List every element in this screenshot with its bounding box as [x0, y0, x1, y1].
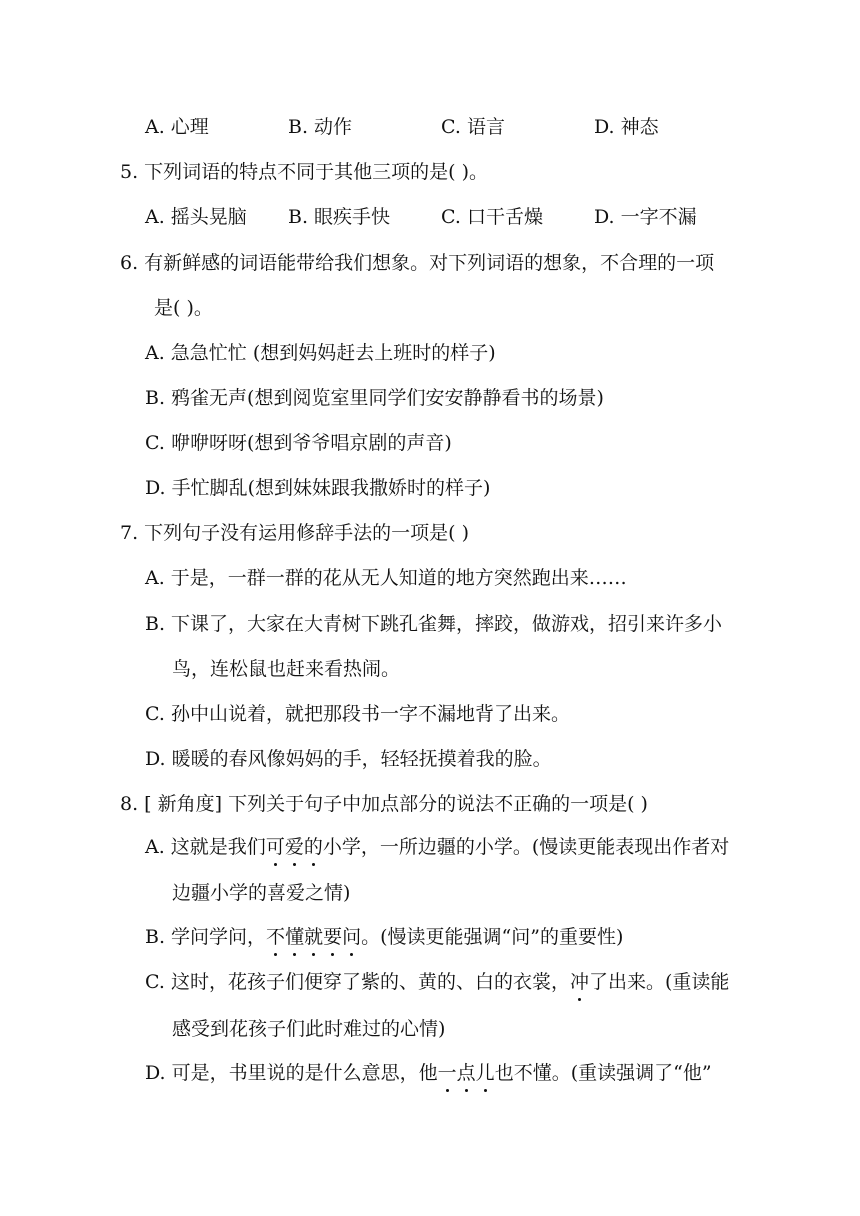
q5-option-d: D. 一字不漏	[594, 206, 697, 228]
q8-option-c-post: 了出来。(重读能	[588, 971, 730, 993]
q8-option-c-line2: 感受到花孩子们此时难过的心情)	[172, 1018, 446, 1040]
q8-option-a-post: 小学，一所边疆的小学。(慢读更能表现出作者对	[322, 836, 730, 858]
q7-stem: 7. 下列句子没有运用修辞手法的一项是( )	[120, 522, 470, 544]
q5-option-c: C. 口干舌燥	[441, 206, 543, 228]
q5-option-b: B. 眼疾手快	[288, 206, 391, 228]
q8-option-a-dotted	[266, 836, 323, 858]
q8-option-d-dotted	[438, 1062, 495, 1084]
q8-option-b-post: 。(慢读更能强调“问”的重要性)	[361, 926, 624, 948]
q8-option-d-pre: D. 可是，书里说的是什么意思，他	[145, 1062, 438, 1084]
q4-option-b: B. 动作	[288, 116, 353, 138]
emphasis-dot-char: 问	[342, 926, 362, 948]
q8-option-b-pre: B. 学问学问，	[145, 926, 267, 948]
q8-option-b	[145, 925, 623, 949]
q8-option-d-post: 也不懂。(重读强调了“他”	[494, 1062, 712, 1084]
q8-stem: 8. [ 新角度] 下列关于句子中加点部分的说法不正确的一项是( )	[120, 793, 648, 815]
q4-option-d: D. 神态	[594, 116, 659, 138]
emphasis-dot-char: 要	[323, 926, 343, 948]
q8-option-c-pre: C. 这时，花孩子们便穿了紫的、黄的、白的衣裳，	[145, 971, 570, 993]
emphasis-dot-char: 可	[265, 836, 285, 858]
q6-option-a: A. 急急忙忙 (想到妈妈赶去上班时的样子)	[145, 342, 496, 364]
q8-option-a-pre: A. 这就是我们	[145, 836, 266, 858]
emphasis-dot-char: 点	[456, 1062, 476, 1084]
q4-option-c: C. 语言	[441, 116, 505, 138]
q6-option-d: D. 手忙脚乱(想到妹妹跟我撒娇时的样子)	[145, 477, 491, 499]
emphasis-dot-char: 冲	[569, 971, 589, 993]
q6-stem-line1: 6. 有新鲜感的词语能带给我们想象。对下列词语的想象，不合理的一项	[120, 252, 715, 274]
q6-option-b: B. 鸦雀无声(想到阅览室里同学们安安静静看书的场景)	[145, 387, 604, 409]
emphasis-dot-char: 儿	[475, 1062, 495, 1084]
emphasis-dot-char: 不	[266, 926, 286, 948]
q8-option-a-line1	[145, 835, 729, 859]
emphasis-dot-char: 一	[437, 1062, 457, 1084]
emphasis-dot-char: 的	[303, 836, 323, 858]
q8-option-d	[145, 1061, 712, 1085]
q6-stem-line2: 是( )。	[154, 297, 213, 319]
q5-option-a: A. 摇头晃脑	[145, 206, 247, 228]
emphasis-dot-char: 就	[304, 926, 324, 948]
q7-option-b-line1: B. 下课了，大家在大青树下跳孔雀舞，摔跤，做游戏，招引来许多小	[145, 613, 723, 635]
q7-option-c: C. 孙中山说着，就把那段书一字不漏地背了出来。	[145, 703, 570, 725]
q7-option-a: A. 于是，一群一群的花从无人知道的地方突然跑出来……	[145, 567, 627, 589]
q4-options	[145, 115, 745, 139]
emphasis-dot-char: 懂	[285, 926, 305, 948]
q5-options	[145, 205, 765, 229]
q6-option-c: C. 咿咿呀呀(想到爷爷唱京剧的声音)	[145, 432, 452, 454]
q8-option-a-line2: 边疆小学的喜爱之情)	[172, 882, 351, 904]
q4-option-a: A. 心理	[145, 116, 209, 138]
q8-option-c-dotted	[570, 971, 589, 993]
q8-option-c-line1	[145, 970, 729, 994]
q5-stem: 5. 下列词语的特点不同于其他三项的是( )。	[120, 161, 489, 183]
q7-option-b-line2: 鸟，连松鼠也赶来看热闹。	[172, 658, 401, 680]
emphasis-dot-char: 爱	[284, 836, 304, 858]
q7-option-d: D. 暖暖的春风像妈妈的手，轻轻抚摸着我的脸。	[145, 748, 552, 770]
q8-option-b-dotted	[266, 926, 361, 948]
